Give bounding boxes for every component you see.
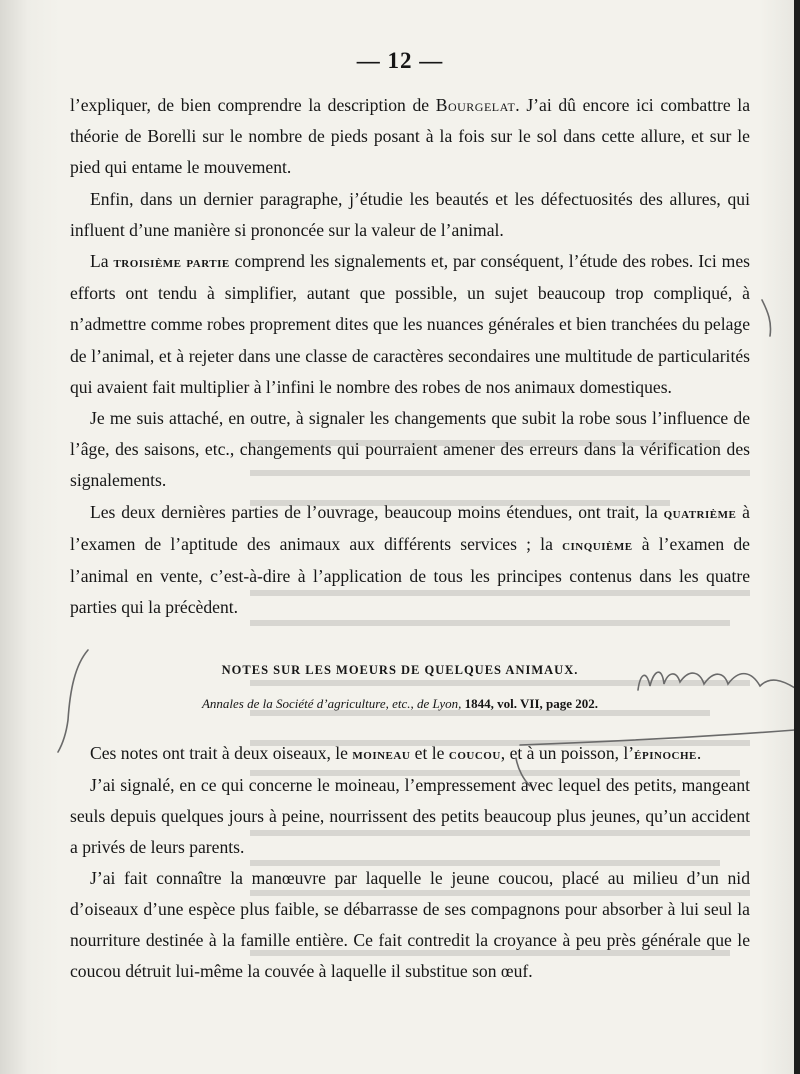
- citation: Annales de la Société d’agriculture, etc., de Lyon, 1844, vol. VII, page 202.: [201, 696, 599, 711]
- author-name: Bourgelat: [435, 95, 516, 115]
- paragraph: La troisième partie comprend les signalements et, par conséquent, l’étude des robes. Ici mes efforts ont tendu à simplifier, autant que possible, un sujet beaucoup trop compliqué, à n’admettre comme robes proprement dites que les nuances générales et bien tranchées du pelage de l’animal, et à rejeter dans une classe de caractères secondaires une multitude de particularités qui avaient fait multiplier à l’infini le nombre des robes de nos animaux domestiques.: [70, 251, 750, 397]
- emphasis-smallcaps: quatrième: [663, 504, 737, 522]
- emphasis-smallcaps: épinoche: [634, 746, 697, 763]
- paragraph: l’expliquer, de bien comprendre la description de Bourgelat. J’ai dû encore ici combattre la théorie de Borelli sur le nombre de pieds posant à la fois sur le sol dans cette allure, et sur le pied qui entame le mouvement.: [70, 95, 750, 178]
- section-heading: NOTES SUR LES MOEURS DE QUELQUES ANIMAUX.: [221, 663, 579, 677]
- paragraph: J’ai signalé, en ce qui concerne le moineau, l’empressement avec lequel des petits, mangeant seuls depuis quelques jours à peine, nourrissent des petits beaucoup plus jeunes, qu’un accident a privés de leurs parents.: [70, 775, 750, 857]
- margin-tick-mark: [762, 300, 771, 336]
- page-edge: [794, 0, 800, 1074]
- emphasis-smallcaps: coucou: [448, 746, 501, 763]
- emphasis-smallcaps: cinquième: [562, 536, 633, 554]
- paragraph: Je me suis attaché, en outre, à signaler les changements que subit la robe sous l’influence de l’âge, des saisons, etc., changements qui pourraient amener des erreurs dans la vérification des signalements.: [70, 408, 750, 491]
- page-number: — 12 —: [356, 48, 444, 73]
- notes-body-text: [70, 738, 750, 987]
- paragraph: Enfin, dans un dernier paragraphe, j’étudie les beautés et les défectuosités des allures, qui influent d’une manière si prononcée sur la valeur de l’animal.: [70, 188, 750, 240]
- paragraph: J’ai fait connaître la manœuvre par laquelle le jeune coucou, placé au milieu d’un nid d’oiseaux d’une espèce plus faible, se débarrasse de ses compagnons pour absorber à lui seul la nourriture destinée à la famille entière. Ce fait contredit la croyance à peu près générale que le coucou détruit lui-même la couvée à laquelle il substitue son œuf.: [70, 868, 750, 981]
- emphasis-smallcaps: moineau: [352, 746, 411, 763]
- paragraph: Ces notes ont trait à deux oiseaux, le moineau et le coucou, et à un poisson, l’épinoche.: [90, 743, 702, 763]
- body-text: [70, 90, 750, 623]
- emphasis-smallcaps: troisième partie: [113, 254, 230, 272]
- paragraph: Les deux dernières parties de l’ouvrage, beaucoup moins étendues, ont trait, la quatrième à l’examen de l’aptitude des animaux aux différents services ; la cinquième à l’examen de l’animal en vente, c’est-à-dire à l’application de tous les principes contenus dans les quatre parties qui la précèdent.: [70, 501, 750, 618]
